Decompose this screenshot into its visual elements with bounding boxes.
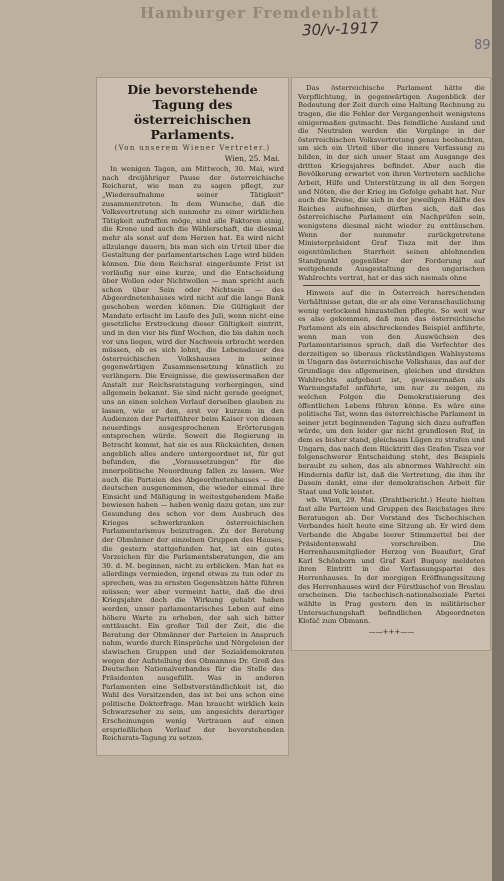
article-dateline: Wien, 25. Mai. (224, 154, 280, 163)
clipping-left-column (97, 78, 288, 755)
end-mark: ——+++—— (368, 627, 415, 636)
left-column-text (102, 165, 284, 743)
page-number: 89 (474, 38, 491, 53)
paragraph: Das österreichische Parlament hätte die Verpflichtung, in gegenwärtigen Augenblick der Bedeutung der Zeit durch eine Haltung Rechnung zu tragen, die die Fehler der Vergangenheit wenigstens einigermaßen gutmacht. Das feindliche Ausland und die Neutralen werden die Vorgänge in der österreichischen Volksvertretung genau beobachten, um sich ein Urteil über die innere Verfassung zu bilden, in der sich unser Staat am Ausgange des dritten Kriegsjahres befindet. Aber auch die Bevölkerung erwartet von ihren Vertretern sachliche Arbeit, Hilfe und Unterstützung in all den Sorgen und Nöten, die der Krieg im Gefolge gehabt hat. Nur auch die Kreise, die sich in der jeweiligen Hälfte des Reiches aufnehmen, dürften sich, daß das österreichische Parlament ein Nachprüfen sein, wenigstens diesmal nicht wieder zu enttäuschen. Wenn der nunmehr zurückgetretene Ministerpräsident Graf Tisza mit der ihm eigentümlichen Starrheit seinen ablehnenden Standpunkt gegenüber der Forderung auf weitgehende Ausgestaltung des ungarischen Wahlrechts vertrat, hat er das sich niemals ohne (298, 84, 485, 282)
handwritten-date: 30/v-1917 (301, 18, 379, 40)
article-title: Die bevorstehende Tagung des österreichischen Parlaments. (127, 82, 258, 142)
article-byline: (Von unserem Wiener Vertreter.) (114, 144, 271, 152)
paragraph: Hinweis auf die in Österreich herrschenden Verhältnisse getan, die er als eine Veranschaulichung wenig verlockend hinzustellen pflegte. So weit war es also gekommen, daß man das österreichische Parlament als ein abschreckendes Beispiel anführte, wenn man von den Auswüchsen des Parlamentarismus sprach, daß die Verfechter des derzeitigen so überaus rückständigen Wahlsystems in Ungarn das österreichische Volkshaus, das auf der Grundlage des allgemeinen, gleichen und direkten Wahlrechts aufgebaut ist, gewissermaßen als Warnungstafel anführte, um nur zu zeigen, zu welchen Folgen die Demokratisierung des öffentlichen Lebens führen könne. Es wäre eine politische Tat, wenn das österreichische Parlament in seiner jetzt beginnenden Tagung sich dazu aufraffen würde, um den leider gar nicht grundlosen Ruf, in dem es bisher stand, gleichsam Lügen zu strafen und Ungarn, das nach dem Rücktritt des Grafen Tisza vor folgenschwerer Entscheidung steht, des Beispiels beraubt zu sehen, das als abnormes Wahlrecht ein Hindernis dafür ist, daß die Vertretung, die ihm ihr Dasein dankt, eine der demokratischen Arbeit für Staat und Volk leistet. (298, 289, 485, 496)
right-column-text (298, 84, 485, 636)
paragraph: wb. Wien, 29. Mai. (Drahtbericht.) Heute hielten fast alle Parteien und Gruppen des Reichstages ihre Beratungen ab. Der Vorstand des Tschechischen Verbandes hielt heute eine Sitzung ab. Er wird dem Verbande die Abgabe leerer Stimmzettel bei der Präsidentenwahl vorschreiben. Die Herrenhausmitglieder Herzog von Beaufort, Graf Karl Schönborn und Graf Karl Buquoy meldeten ihren Eintritt in die Verfassungspartei des Herrenhauses. In der morgigen Eröffnungssitzung des Herrenhauses wird der Fürstbischof von Breslau erscheinen. Die tschechisch-nationalsoziale Partei wählte in Prag gestern den in militärischer Untersuchungshaft befindlichen Abgeordneten Klofáč zum Obmann. (298, 496, 485, 626)
clipping-right-column (292, 78, 490, 650)
column-rule (303, 285, 480, 286)
paragraph: In wenigen Tagen, am Mittwoch, 30. Mai, wird nach dreijähriger Pause der österreichische Reichsrat, wie man zu sagen pflegt, zur „Wiederaufnahme seiner Tätigkeit" zusammentreten. In dem Wunsche, daß die Volksvertretung sich nunmehr zu einer wirklichen Tätigkeit aufraffen möge, sind alle Faktoren einig, die Krone und auch die Wählerschaft, die diesmal mehr als sonst auf dem Herzen hat. Es wird nicht allzulange dauern, bis man sich ein Urteil über die Gestaltung der parlamentarischen Lage wird bilden können. Die dem Reichsrat eingeräumte Frist ist vorläufig nur eine kurze, und die Entscheidung über Wollen oder Nichtwollen — man spricht auch schon über Sein oder Nichtsein — des Abgeordnetenhauses wird nicht auf die lange Bank geschoben werden können. Die Gültigkeit der Mandate erlischt im Laufe des Juli, wenn nicht eine gesetzliche Erstreckung dieser Gültigkeit eintritt, und in den vier bis fünf Wochen, die bis dahin noch vor uns liegen, wird der Nachweis erbracht werden müssen, ob es sich lohnt, die Lebensdauer des österreichischen Volkshauses in seiner gegenwärtigen Zusammensetzung künstlich zu verlängern. Die Ereignisse, die gewissermaßen der Anstalt zur Reichsratstagung vorhergingen, sind allgemein bekannt. Sie sind nicht gerade geeignet, uns an einen solchen Verlauf derselben glauben zu lassen, wie er den, erst vor kurzem in den Audienzen der Parteiführer beim Kaiser von diesen neuerdings ausgesprochenen Erörterungen entsprechen würde. Soweit die Regierung in Betracht kommt, hat sie es aus Rücksichten, denen angeblich alles andere untergeordnet ist, für gut befunden, die „Voraussetzungen" für die innerpolitische Neuordnung fallen zu lassen. Wer auch die Parteien des Abgeordnetenhauses — die deutschen ausgenommen, die wieder einmal ihre Einsicht und Mäßigung in weitestgehendem Maße bewiesen haben — haben wenig dazu getan, um zur Gesundung des schon vor dem Ausbruch des Krieges schwerkranken österreichischen Parlamentarismus beizutragen. Zu der Beratung der Obmänner der einzelnen Gruppen des Hauses, die gestern stattgefunden hat, ist ein gutes Vorzeichen für die Parlamentsberatungen, die am 30. d. M. beginnen, nicht zu erblicken. Man hat es allerdings vermieden, irgend etwas zu tun oder zu sprechen, was zu ernsten Gegensätzen hätte führen müssen; wer aber vermeint hatte, daß die drei Kriegsjahre doch die Wirkung gehabt haben werden, unser parlamentarisches Leben auf eine höhere Warte zu erheben, der sah sich bitter enttäuscht. Ein großer Teil der Zeit, die die Beratung der Obmänner der Parteien in Anspruch nahm, wurde durch Einsprüche und Nörgeleien der slawischen Gruppen und der Sozialdemokraten wegen der Aufstellung des Obmannes Dr. Groß des Deutschen Nationalverbandes für die Stelle des Präsidenten ausgefüllt. Was in anderen Parlamenten eine Selbstverständlichkeit ist, die Wahl des Vorsitzenden, das ist bei uns schon eine politische Doktorfrage. Man braucht wirklich kein Schwarzseher zu sein, um angesichts derartiger Erscheinungen wenig Vertrauen auf einen ersprießlichen Verlauf der bevorstehenden Reichsrats-Tagung zu setzen. (102, 165, 284, 743)
sheet-edge (492, 0, 504, 881)
masthead-watermark: Hamburger Fremdenblatt (140, 4, 379, 22)
